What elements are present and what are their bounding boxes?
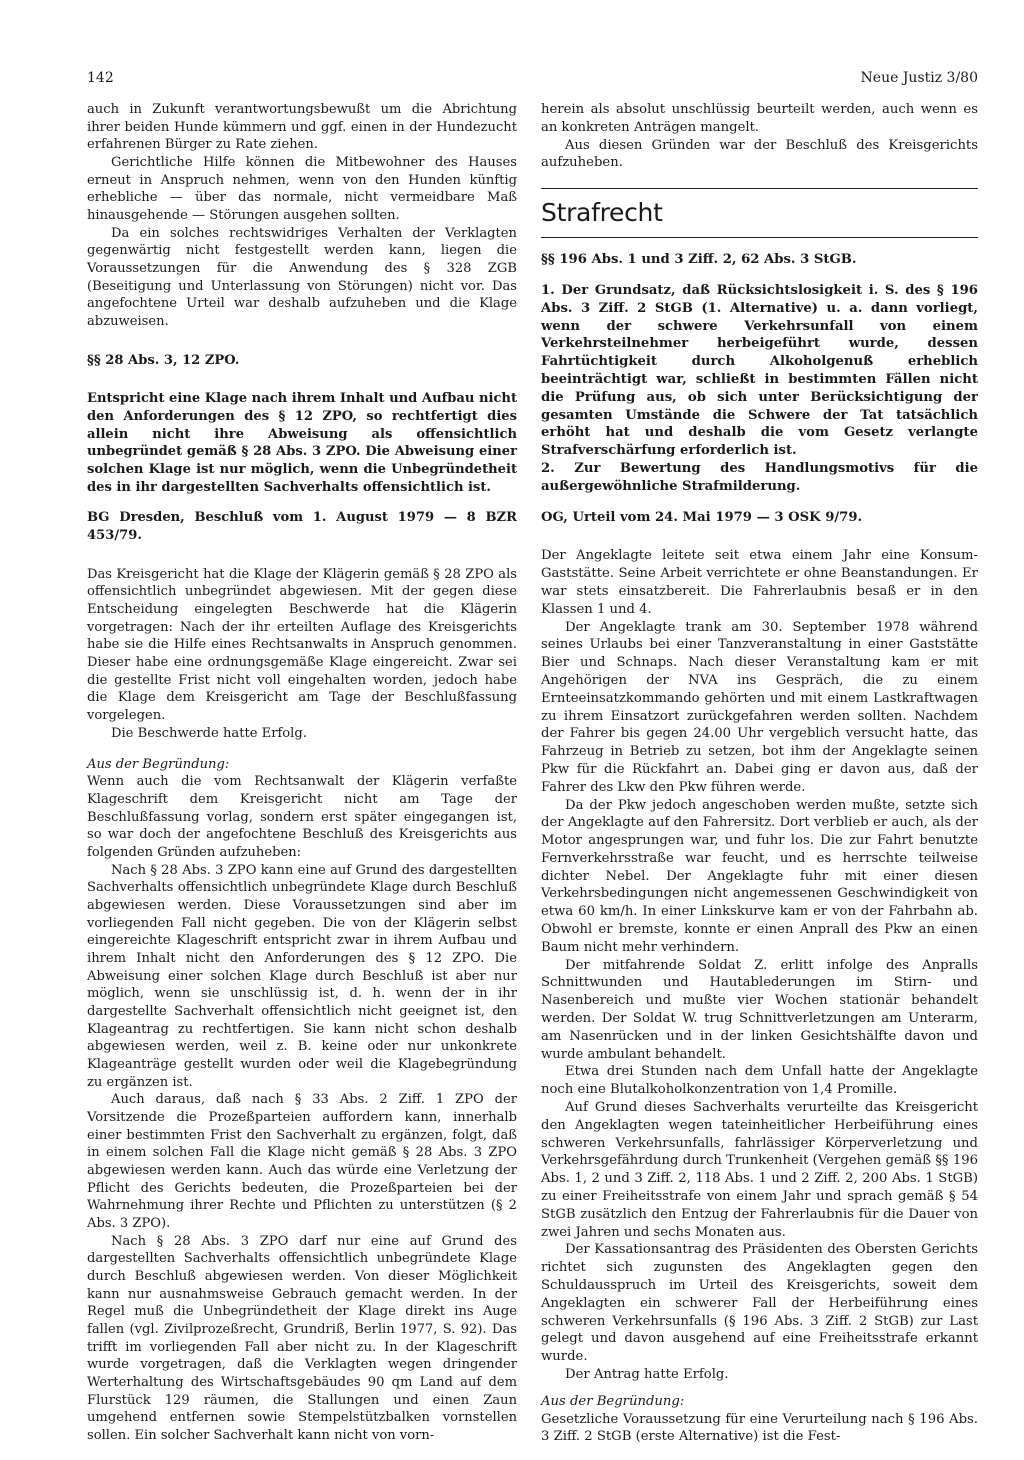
paragraph: Der Kassationsantrag des Präsidenten des Obersten Gerichts richtet sich zugunsten des Angeklagten gegen den Schuldausspruch im Urteil des Kreisgerichts, soweit dem Angeklagten ein schwerer Fall der Herbeiführung eines schweren Verkehrsunfalls (§ 196 Abs. 3 Ziff. 2 StGB) zur Last gelegt und davon ausgehend auf eine Freiheitsstrafe erkannt wurde. bbox=[541, 1242, 978, 1365]
headnote: 2. Zur Bewertung des Handlungsmotivs für die außergewöhnliche Strafmilderung. bbox=[541, 460, 978, 494]
reasons-heading: Aus der Begründung: bbox=[541, 1393, 685, 1409]
paragraph: Auch daraus, daß nach § 33 Abs. 2 Ziff. 1 ZPO der Vorsitzende die Prozeßparteien auffordern kann, innerhalb einer bestimmten Frist den Sachverhalt zu ergänzen, folgt, daß in einem solchen Fall die Klage nicht gemäß § 28 Abs. 3 ZPO abgewiesen werden kann. Auch das würde eine Verletzung der Pflicht des Gerichts bedeuten, die Prozeßparteien bei der Wahrnehmung ihrer Rechte und Pflichten zu unterstützen (§ 2 Abs. 3 ZPO). bbox=[87, 1092, 517, 1231]
legal-norm-reference: §§ 196 Abs. 1 und 3 Ziff. 2, 62 Abs. 3 StGB. bbox=[541, 252, 857, 268]
page-number: 142 bbox=[87, 70, 114, 86]
headnote: 1. Der Grundsatz, daß Rücksichtslosigkeit i. S. des § 196 Abs. 3 Ziff. 2 StGB (1. Alternative) u. a. dann vorliegt, wenn der schwere Verkehrsunfall von einem Verkehrsteilnehmer herbeigeführt wurde, dessen Fahrtüchtigkeit durch Alkoholgenuß erheblich beeinträchtigt war, schließt in bestimmten Fällen nicht die Prüfung aus, ob sich unter Berücksichtigung der gesamten Umstände die Schwere der Tat tatsächlich erhöht hat und deshalb die vom Gesetz verlangte Strafverschärfung erforderlich ist. bbox=[541, 282, 978, 459]
paragraph: Der Angeklagte leitete seit etwa einem Jahr eine Konsum-Gaststätte. Seine Arbeit verrichtete er ohne Beanstandungen. Er war stets einsatzbereit. Die Fahrerlaubnis besaß er in den Klassen 1 und 4. bbox=[541, 548, 978, 617]
paragraph: herein als absolut unschlüssig beurteilt werden, auch wenn es an konkreten Anträgen mangelt. bbox=[541, 102, 978, 135]
paragraph: Gerichtliche Hilfe können die Mitbewohner des Hauses erneut in Anspruch nehmen, wenn von den Hunden künftig erhebliche — über das normale, nicht vermeidbare Maß hinausgehende — Störungen ausgehen sollten. bbox=[87, 155, 517, 224]
paragraph: Der Antrag hatte Erfolg. bbox=[565, 1367, 729, 1382]
section-rule-bottom bbox=[541, 237, 978, 238]
paragraph: Gesetzliche Voraussetzung für eine Verurteilung nach § 196 Abs. 3 Ziff. 2 StGB (erste Alternative) ist die Fest- bbox=[541, 1411, 978, 1445]
legal-norm-reference: §§ 28 Abs. 3, 12 ZPO. bbox=[87, 352, 240, 368]
paragraph: Da ein solches rechtswidriges Verhalten der Verklagten gegenwärtig nicht festgestellt werden kann, liegen die Voraussetzungen für die Anwendung des § 328 ZGB (Beseitigung und Unterlassung von Störungen) nicht vor. Das angefochtene Urteil war deshalb aufzuheben und die Klage abzuweisen. bbox=[87, 225, 517, 330]
paragraph: Auf Grund dieses Sachverhalts verurteilte das Kreisgericht den Angeklagten wegen tateinheitlicher Herbeiführung eines schweren Verkehrsunfalls, fahrlässiger Körperverletzung und Verkehrsgefährdung durch Trunkenheit (Vergehen gemäß §§ 196 Abs. 1, 2 und 3 Ziff. 2, 118 Abs. 1 und 2 Ziff. 2, 200 Abs. 1 StGB) zu einer Freiheitsstrafe von einem Jahr und sprach gemäß § 54 StGB zusätzlich den Entzug der Fahrerlaubnis für die Dauer von zwei Jahren und sechs Monaten aus. bbox=[541, 1100, 978, 1240]
paragraph: Der mitfahrende Soldat Z. erlitt infolge des Anpralls Schnittwunden und Hautablederungen im Stirn- und Nasenbereich und mußte vier Wochen stationär behandelt werden. Der Soldat W. trug Schnittverletzungen am Unterarm, am Nasenrücken und in der linken Gesichtshälfte davon und wurde ambulant behandelt. bbox=[541, 957, 978, 1062]
court-decision-citation: BG Dresden, Beschluß vom 1. August 1979 — 8 BZR 453/79. bbox=[87, 510, 517, 544]
paragraph: Wenn auch die vom Rechtsanwalt der Klägerin verfaßte Klageschrift dem Kreisgericht nicht am Tage der Beschlußfassung vorlag, sondern erst später eingegangen ist, so war doch der angefochtene Beschluß des Kreisgerichts aus folgenden Gründen aufzuheben: bbox=[87, 774, 517, 860]
section-title: Strafrecht bbox=[541, 198, 663, 228]
right-column bbox=[541, 101, 978, 1446]
paragraph: Etwa drei Stunden nach dem Unfall hatte der Angeklagte noch eine Blutalkoholkonzentration von 1,4 Promille. bbox=[541, 1064, 978, 1098]
paragraph: Nach § 28 Abs. 3 ZPO kann eine auf Grund des dargestellten Sachverhalts offensichtlich unbegründete Klage durch Beschluß abgewiesen werden. Diese Voraussetzungen sind aber im vorliegenden Fall nicht gegeben. Die von der Klägerin selbst eingereichte Klageschrift entspricht zwar in ihrem Aufbau und ihrem Inhalt nicht den Anforderungen des § 12 ZPO. Die Abweisung einer solchen Klage durch Beschluß ist aber nur möglich, wenn sie unschlüssig ist, d. h. wenn der in ihr dargestellte Sachverhalt offensichtlich nicht geeignet ist, den Klageantrag zu rechtfertigen. Sie kann nicht schon deshalb abgewiesen werden, weil z. B. keine oder nur unkonkrete Klageanträge gestellt wurden oder weil die Klagebegründung zu ergänzen ist. bbox=[87, 862, 517, 1090]
paragraph: Der Angeklagte trank am 30. September 1978 während seines Urlaubs bei einer Tanzveranstaltung in einer Gaststätte Bier und Schnaps. Nach dieser Veranstaltung kam er mit Angehörigen der NVA ins Gespräch, die zu einem Ernteeinsatzkommando gehörten und mit einem Lastkraftwagen zu ihrem Einsatzort zurückgefahren werden sollten. Nachdem der Fahrer bis gegen 24.00 Uhr vergeblich versucht hatte, das Fahrzeug in Betrieb zu setzen, bot ihm der Angeklagte seinen Pkw für die Rückfahrt an. Dabei ging er davon aus, daß der Fahrer des Lkw den Pkw führen werde. bbox=[541, 619, 978, 795]
paragraph: Das Kreisgericht hat die Klage der Klägerin gemäß § 28 ZPO als offensichtlich unbegründet abgewiesen. Mit der gegen diese Entscheidung eingelegten Beschwerde hat die Klägerin vorgetragen: Nach der ihr erteilten Auflage des Kreisgerichts habe sie die Hilfe eines Rechtsanwalts in Anspruch genommen. Dieser habe eine ordnungsgemäße Klage eingereicht. Zwar sei die gestellte Frist nicht voll eingehalten worden, jedoch habe die Klage dem Kreisgericht am Tage der Beschlußfassung vorgelegen. bbox=[87, 566, 517, 724]
paragraph: Die Beschwerde hatte Erfolg. bbox=[111, 725, 307, 741]
paragraph: Nach § 28 Abs. 3 ZPO darf nur eine auf Grund des dargestellten Sachverhalts offensichtlich unbegründete Klage durch Beschluß abgewiesen werden. Von dieser Möglichkeit kann nur ausnahmsweise Gebrauch gemacht werden. In der Regel muß die Unbegründetheit der Klage direkt ins Auge fallen (vgl. Zivilprozeßrecht, Grundriß, Berlin 1977, S. 92). Das trifft im vorliegenden Fall aber nicht zu. In der Klageschrift wurde vorgetragen, daß die Verklagten wegen dringender Werterhaltung des Wirtschaftsgebäudes 90 qm Land auf dem Flurstück 129 räumen, die Stallungen und einen Zaun umgehend entfernen sowie Stempelstützbalken vornstellen sollen. Ein solcher Sachverhalt kann nicht von vorn- bbox=[87, 1233, 517, 1444]
court-decision-citation: OG, Urteil vom 24. Mai 1979 — 3 OSK 9/79. bbox=[541, 509, 863, 525]
reasons-heading: Aus der Begründung: bbox=[87, 756, 230, 772]
paragraph: Aus diesen Gründen war der Beschluß des Kreisgerichts aufzuheben. bbox=[541, 137, 978, 171]
left-column bbox=[87, 101, 517, 1445]
paragraph: Da der Pkw jedoch angeschoben werden mußte, setzte sich der Angeklagte auf den Fahrersitz. Dort verblieb er auch, als der Motor angesprungen war, und fuhr los. Die zur Fahrt benutzte Fernverkehrsstraße war feucht, und es herrschte teilweise dichter Nebel. Der Angeklagte fuhr mit einer diesen Verkehrsbedingungen nicht angemessenen Geschwindigkeit von etwa 60 km/h. In einer Linkskurve kam er von der Fahrbahn ab. Obwohl er bremste, konnte er einen Anprall des Pkw an einen Baum nicht mehr verhindern. bbox=[541, 797, 978, 955]
journal-issue: Neue Justiz 3/80 bbox=[860, 70, 978, 86]
paragraph: auch in Zukunft verantwortungsbewußt um die Abrichtung ihrer beiden Hunde kümmern und ggf. einen in der Hundezucht erfahrenen Bürger zu Rate ziehen. bbox=[87, 102, 517, 153]
headnote: Entspricht eine Klage nach ihrem Inhalt und Aufbau nicht den Anforderungen des § 12 ZPO, so rechtfertigt dies allein nicht ihre Abweisung als offensichtlich unbegründet gemäß § 28 Abs. 3 ZPO. Die Abweisung einer solchen Klage ist nur möglich, wenn die Unbegründetheit des in ihr dargestellten Sachverhalts offensichtlich ist. bbox=[87, 391, 517, 495]
